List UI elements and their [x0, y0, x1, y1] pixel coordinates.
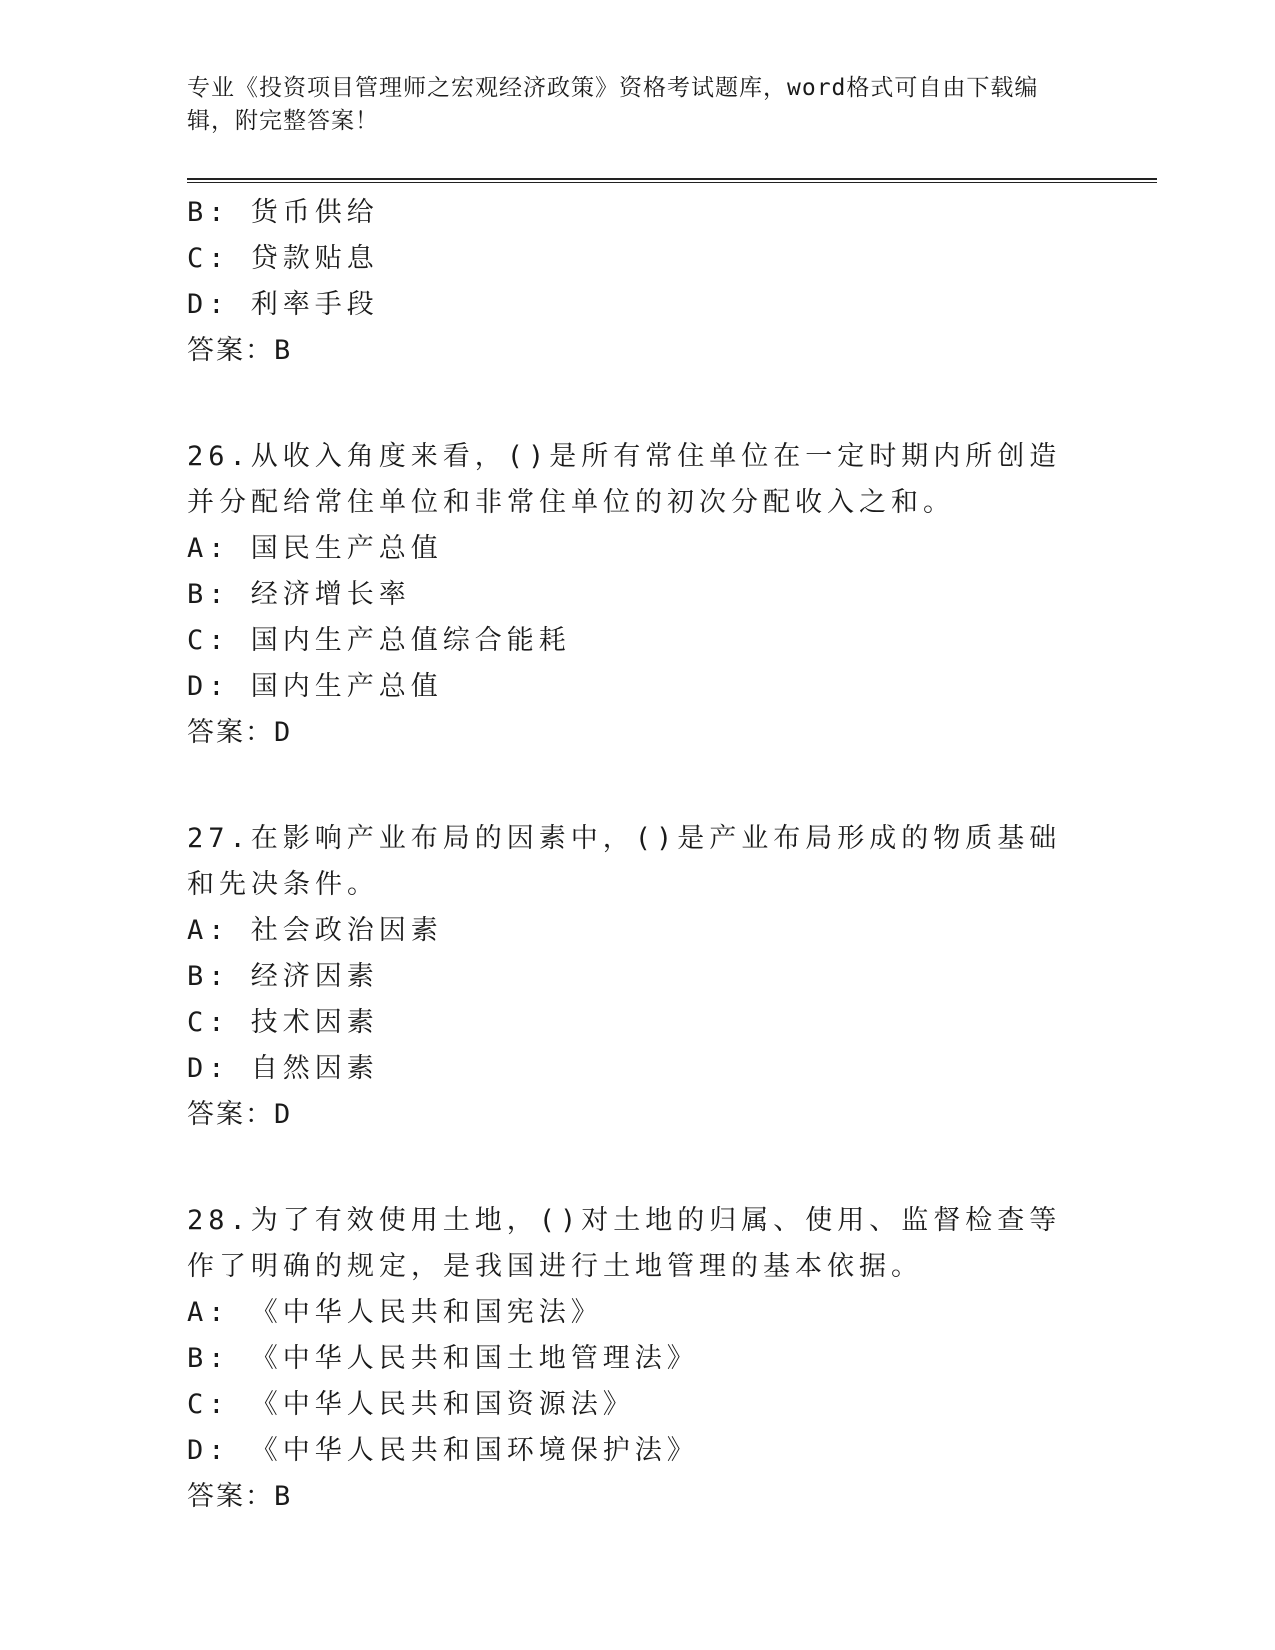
document-header: 专业《投资项目管理师之宏观经济政策》资格考试题库，word格式可自由下载编辑，附完整答案！ — [187, 75, 1039, 134]
answer-value: D — [274, 717, 293, 748]
question-gap — [187, 756, 1157, 816]
option-c: C: 贷款贴息 — [187, 243, 379, 274]
answer-line — [187, 328, 1157, 374]
option-b: B: 货币供给 — [187, 197, 379, 228]
option-d: D: 国内生产总值 — [187, 671, 443, 702]
answer-value: B — [274, 1481, 293, 1512]
header-divider — [187, 178, 1157, 183]
answer-line — [187, 1092, 1157, 1138]
answer-line — [187, 1474, 1157, 1520]
option-c: C: 国内生产总值综合能耗 — [187, 625, 571, 656]
question-stem: 26.从收入角度来看，()是所有常住单位在一定时期内所创造并分配给常住单位和非常住单位的初次分配收入之和。 — [187, 441, 1062, 518]
question-27 — [187, 816, 1157, 1138]
answer-label: 答案： — [187, 1481, 274, 1512]
answer-label: 答案： — [187, 717, 274, 748]
question-stem: 28.为了有效使用土地，()对土地的归属、使用、监督检查等作了明确的规定，是我国进行土地管理的基本依据。 — [187, 1205, 1062, 1282]
question-26 — [187, 434, 1157, 756]
answer-label: 答案： — [187, 1099, 274, 1130]
option-c: C: 《中华人民共和国资源法》 — [187, 1389, 635, 1420]
prev-question-block — [187, 190, 1157, 374]
question-gap — [187, 1138, 1157, 1198]
option-d: D: 利率手段 — [187, 289, 379, 320]
option-a: A: 社会政治因素 — [187, 915, 443, 946]
document-body — [187, 190, 1157, 1520]
answer-value: D — [274, 1099, 293, 1130]
option-b: B: 经济因素 — [187, 961, 379, 992]
answer-line — [187, 710, 1157, 756]
option-b: B: 经济增长率 — [187, 579, 411, 610]
option-b: B: 《中华人民共和国土地管理法》 — [187, 1343, 699, 1374]
answer-label: 答案： — [187, 335, 274, 366]
option-d: D: 自然因素 — [187, 1053, 379, 1084]
question-gap — [187, 374, 1157, 434]
option-a: A: 《中华人民共和国宪法》 — [187, 1297, 603, 1328]
option-d: D: 《中华人民共和国环境保护法》 — [187, 1435, 699, 1466]
answer-value: B — [274, 335, 293, 366]
option-a: A: 国民生产总值 — [187, 533, 443, 564]
option-c: C: 技术因素 — [187, 1007, 379, 1038]
question-28 — [187, 1198, 1157, 1520]
question-stem: 27.在影响产业布局的因素中，()是产业布局形成的物质基础和先决条件。 — [187, 823, 1062, 900]
